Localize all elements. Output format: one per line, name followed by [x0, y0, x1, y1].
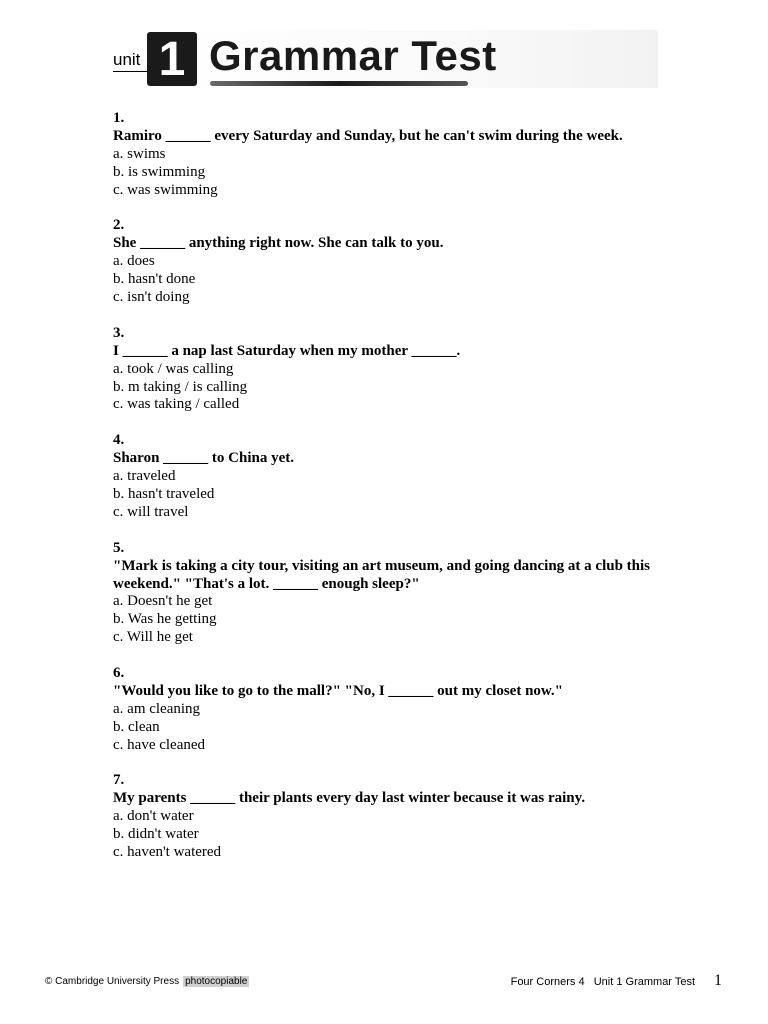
answer-option-c: c. have cleaned [113, 736, 206, 753]
unit-label: unit [113, 50, 141, 69]
question-5 [113, 540, 673, 647]
answer-option-b: b. didn't water [113, 826, 199, 843]
answer-option-a: a. took / was calling [113, 360, 234, 377]
footer-book-title: Four Corners 4 Unit 1 Grammar Test [510, 976, 695, 988]
answer-option-b: b. clean [113, 718, 160, 735]
answer-option-b: b. hasn't done [113, 271, 196, 288]
answer-option-c: c. will travel [113, 503, 189, 520]
question-number: 1. [113, 110, 125, 126]
question-number: 7. [113, 772, 125, 789]
answer-option-b: b. Was he getting [113, 611, 217, 628]
title-underline [210, 81, 468, 86]
question-list [113, 110, 673, 880]
page-number: 1 [714, 972, 722, 989]
answer-option-a: a. Doesn't he get [113, 593, 213, 610]
question-prompt: My parents ______ their plants every day last winter because it was rainy. [113, 790, 586, 807]
answer-option-c: c. was swimming [113, 181, 218, 198]
question-number: 3. [113, 324, 125, 341]
footer-copyright [45, 975, 249, 988]
question-7 [113, 772, 673, 862]
answer-option-c: c. Will he get [113, 629, 193, 646]
question-prompt: I ______ a nap last Saturday when my mother ______. [113, 342, 461, 359]
photocopiable-badge: photocopiable [185, 976, 248, 987]
question-1 [113, 110, 673, 200]
question-number: 5. [113, 539, 125, 556]
question-prompt: "Would you like to go to the mall?" "No, I ______ out my closet now." [113, 682, 563, 699]
page-title: Grammar Test [209, 32, 497, 79]
question-prompt: Ramiro ______ every Saturday and Sunday, but he can't swim during the week. [113, 127, 623, 144]
answer-option-a: a. am cleaning [113, 700, 201, 717]
answer-option-c: c. isn't doing [113, 289, 190, 306]
unit-rule [113, 71, 147, 72]
copyright-text: © Cambridge University Press [45, 976, 180, 987]
question-3 [113, 325, 673, 415]
question-2 [113, 217, 673, 307]
question-prompt: Sharon ______ to China yet. [113, 450, 294, 467]
question-number: 2. [113, 217, 125, 234]
answer-option-a: a. don't water [113, 808, 194, 825]
question-number: 4. [113, 432, 125, 449]
question-6 [113, 665, 673, 755]
question-prompt: "Mark is taking a city tour, visiting an art museum, and going dancing at a club this weekend." "That's a lot. ______ enough sleep?" [113, 557, 651, 592]
question-number: 6. [113, 665, 125, 682]
question-prompt: She ______ anything right now. She can talk to you. [113, 235, 444, 252]
answer-option-a: a. traveled [113, 468, 176, 485]
answer-option-c: c. was taking / called [113, 396, 240, 413]
unit-number-badge: 1 [147, 32, 197, 86]
answer-option-c: c. haven't watered [113, 844, 222, 861]
answer-option-b: b. is swimming [113, 163, 206, 180]
answer-option-a: a. does [113, 253, 155, 270]
question-4 [113, 432, 673, 522]
answer-option-b: b. m taking / is calling [113, 378, 248, 395]
answer-option-a: a. swims [113, 145, 166, 162]
answer-option-b: b. hasn't traveled [113, 485, 215, 502]
